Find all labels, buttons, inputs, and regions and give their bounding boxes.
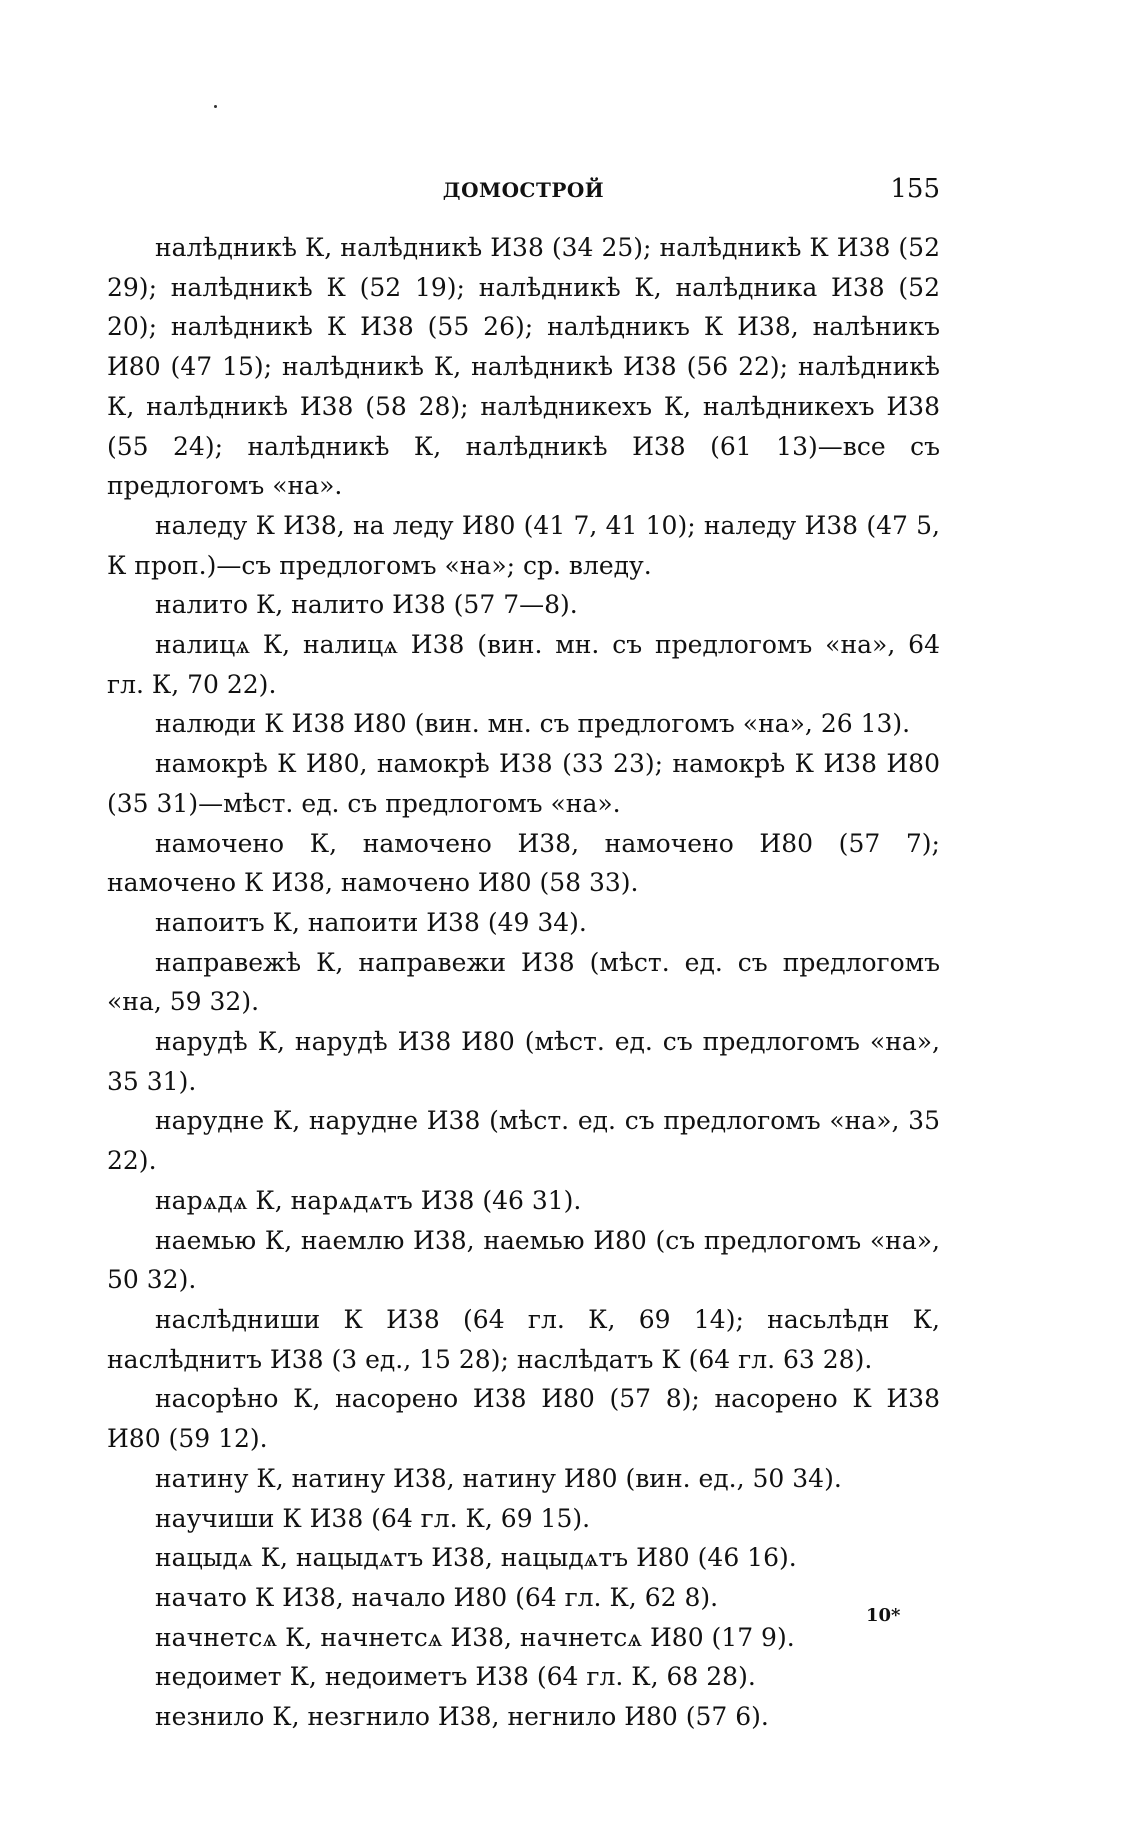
dictionary-entry: нарѧдѧ К, нарѧдѧтъ И38 (46 31).	[155, 1185, 582, 1215]
dictionary-text	[107, 228, 940, 1737]
dictionary-entry: нарудѣ К, нарудѣ И38 И80 (мѣст. ед. съ предлогомъ «на», 35 31).	[107, 1027, 940, 1096]
dictionary-entry: наслѣдниши К И38 (64 гл. К, 69 14); насьлѣдн К, наслѣднитъ И38 (3 ед., 15 28); наслѣдатъ К (64 гл. 63 28).	[107, 1304, 940, 1374]
dictionary-entry: намочено К, намочено И38, намочено И80 (57 7); намочено К И38, намочено И80 (58 33).	[107, 828, 940, 898]
dictionary-entry: намокрѣ К И80, намокрѣ И38 (33 23); намокрѣ К И38 И80 (35 31)—мѣст. ед. съ предлогомъ «на».	[107, 749, 940, 818]
dictionary-entry: незнило К, незгнило И38, негнило И80 (57 6).	[155, 1702, 769, 1732]
dictionary-entry: направежѣ К, направежи И38 (мѣст. ед. съ предлогомъ «на, 59 32).	[107, 947, 940, 1017]
dictionary-entry: налито К, налито И38 (57 7—8).	[155, 590, 578, 620]
dictionary-entry: недоимет К, недоиметъ И38 (64 гл. К, 68 28).	[155, 1662, 756, 1692]
dictionary-entry: начнетсѧ К, начнетсѧ И38, начнетсѧ И80 (17 9).	[155, 1622, 795, 1652]
dictionary-entry: натину К, натину И38, натину И80 (вин. ед., 50 34).	[155, 1463, 842, 1493]
dictionary-entry: научиши К И38 (64 гл. К, 69 15).	[155, 1503, 591, 1533]
page-header	[107, 174, 940, 208]
scan-speck	[214, 105, 217, 108]
dictionary-entry: нацыдѧ К, нацыдѧтъ И38, нацыдѧтъ И80 (46 16).	[155, 1543, 797, 1573]
running-title: ДОМОСТРОЙ	[442, 178, 605, 202]
dictionary-entry: наемью К, наемлю И38, наемью И80 (съ предлогомъ «на», 50 32).	[107, 1225, 940, 1295]
dictionary-entry: налюди К И38 И80 (вин. мн. съ предлогомъ «на», 26 13).	[155, 709, 911, 739]
dictionary-entry: напоитъ К, напоити И38 (49 34).	[155, 907, 587, 937]
page-number: 155	[890, 174, 940, 204]
signature-mark: 10*	[866, 1605, 901, 1626]
dictionary-entry: налицѧ К, налицѧ И38 (вин. мн. съ предлогомъ «на», 64 гл. К, 70 22).	[107, 630, 940, 699]
dictionary-entry: нарудне К, нарудне И38 (мѣст. ед. съ предлогомъ «на», 35 22).	[107, 1106, 940, 1176]
dictionary-entry: налѣдникѣ К, налѣдникѣ И38 (34 25); налѣдникѣ К И38 (52 29); налѣдникѣ К (52 19); налѣдникѣ К, налѣдника И38 (52 20); налѣдникѣ К И38 (55 26); налѣдникъ К И38, налѣникъ И80 (47 15); налѣдникѣ К, налѣдникѣ И38 (56 22); налѣдникѣ К, налѣдникѣ И38 (58 28); налѣдникехъ К, налѣдникехъ И38 (55 24); налѣдникѣ К, налѣдникѣ И38 (61 13)—все съ предлогомъ «на».	[107, 233, 940, 501]
dictionary-entry: начато К И38, начало И80 (64 гл. К, 62 8).	[155, 1582, 719, 1612]
dictionary-entry: насорѣно К, насорено И38 И80 (57 8); насорено К И38 И80 (59 12).	[107, 1384, 940, 1454]
dictionary-entry: наледу К И38, на леду И80 (41 7, 41 10); наледу И38 (47 5, К проп.)—съ предлогомъ «на»; ср. вледу.	[107, 510, 940, 580]
